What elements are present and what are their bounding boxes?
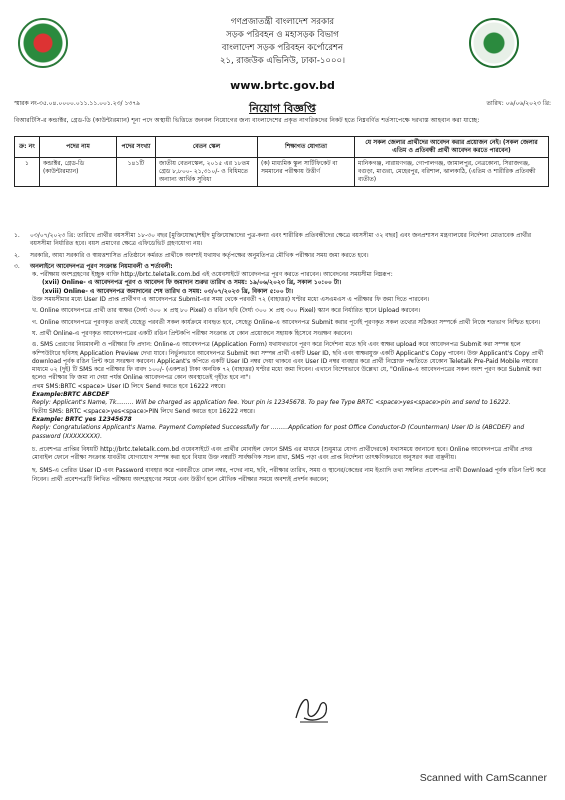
vacancy-table bbox=[14, 136, 549, 187]
col-serial: ক্র: নং bbox=[15, 137, 40, 158]
col-post-name: পদের নাম bbox=[40, 137, 117, 158]
clause-chha: ছ. SMS-এ প্রেরিত User ID এবং Password ব্যবহার করে পরবর্তীতে রোল নম্বর, পদের নাম, ছবি, পরীক্ষার তারিখ, সময় ও স্থানের/কেন্দ্রের নাম ইত্যাদি তথ্য সম্বলিত প্রবেশপত্র প্রার্থী Download পূর্বক রঙিন প্রিন্ট করে নিবেন। প্রার্থী প্রবেশপত্রটি লিখিত পরীক্ষায় অংশগ্রহণের সময়ে এবং উত্তীর্ণ হলে মৌখিক পরীক্ষার সময়ে অবশ্যই প্রদর্শন করবেন; bbox=[32, 467, 546, 483]
header-line-4: ২১, রাজউক এভিনিউ, ঢাকা-১০০০। bbox=[219, 56, 346, 66]
memo-date: তারিখ: ০৬/০৬/২০২৩ খ্রি: bbox=[486, 100, 551, 107]
sms-second-example: Example: BRTC yes 12345678 bbox=[32, 415, 132, 423]
sms-second-instruction: দ্বিতীয় SMS: BRTC <space>yes<space>PIN লিখে Send করতে হবে 16222 নম্বরে। bbox=[32, 407, 255, 415]
clause-ka-end-date: (xviii) Online- এ আবেদনপত্র জমাদানের শেষ তারিখ ও সময়: ০৩/০৭/২০২৩ খ্রি, বিকাল ৫:০০ টা। bbox=[42, 287, 293, 295]
section-2-text: সরকারি, আধা সরকারি ও স্বায়ত্তশাসিত প্রতিষ্ঠানে কর্মরত প্রার্থীকে অবশ্যই যথাযথ কর্তৃপক্ষের অনুমতিপত্র মৌখিক পরীক্ষার সময় জমা করতে হবে। bbox=[30, 251, 369, 259]
signature-mark bbox=[292, 688, 334, 728]
section-3-number: ৩. bbox=[14, 262, 20, 270]
camscanner-watermark: Scanned with CamScanner bbox=[419, 772, 547, 784]
memo-number: স্মারক নং-৩৫.০৪.০০০০.০১১.১১.০০১.২৩/ ১৩৭৯ bbox=[14, 100, 141, 107]
notice-title: নিয়োগ বিজ্ঞপ্তি bbox=[249, 102, 316, 115]
cell-post-count: ১৪১টি bbox=[117, 158, 156, 187]
cell-excluded-districts: মানিকগঞ্জ, নারায়ণগঞ্জ, গোপালগঞ্জ, জামালপুর, নেত্রকোনা, সিরাজগঞ্জ, বগুড়া, মাগুরা, মেহেরপুর, বরিশাল, ঝালকাঠি, (এতিম ও শারীরিক প্রতিবন্ধী ব্যতীত) bbox=[355, 158, 549, 187]
clause-kha: খ. Online আবেদনপত্রে প্রার্থী তার স্বাক্ষর (দৈর্ঘ্য ৩০০ × প্রস্থ ৮০ Pixel) ও রঙিন ছবি (দৈর্ঘ্য ৩০০ × প্রস্থ ৩০০ Pixel) স্ক্যান করে নির্ধারিত স্থানে Upload করবেন। bbox=[32, 307, 421, 315]
header-line-2: সড়ক পরিবহন ও মহাসড়ক বিভাগ bbox=[226, 30, 339, 40]
table-row bbox=[15, 158, 549, 187]
col-excluded-districts: যে সকল জেলার প্রার্থীদের আবেদন করার প্রয়োজন নেই। (সকল জেলার এতিম ও প্রতিবন্ধী প্রার্থী আবেদন করতে পারবেন) bbox=[355, 137, 549, 158]
col-qualification: শিক্ষাগত যোগ্যতা bbox=[258, 137, 355, 158]
section-2 bbox=[14, 252, 549, 260]
sms-first-reply: Reply: Applicant's Name, Tk......... Will be charged as application fee. Your pin is 12345678. To pay fee Type BRTC <space>yes<space>pin and send to 16222. bbox=[32, 399, 511, 407]
clause-ka-note: উক্ত সময়সীমার মধ্যে User ID প্রাপ্ত প্রার্থীগণ এ আবেদনপত্র Submit-এর সময় থেকে পরবর্তী ৭২ (বাহাত্তর) ঘণ্টার মধ্যে এসএমএস এ পরীক্ষার ফি জমা দিতে পারবেন। bbox=[32, 296, 430, 304]
clause-ga: গ. Online আবেদনপত্রে পূরণকৃত তথ্যই যেহেতু পরবর্তী সকল কার্যক্রমে ব্যবহৃত হবে, সেহেতু Online-এ আবেদনপত্র Submit করার পূর্বেই পূরণকৃত সকল তথ্যের সঠিকতা সম্পর্কে প্রার্থী নিজে শতভাগ নিশ্চিত হবেন। bbox=[32, 318, 541, 326]
section-1 bbox=[14, 232, 549, 249]
section-2-number: ২. bbox=[14, 251, 20, 259]
col-post-count: পদের সংখ্যা bbox=[117, 137, 156, 158]
clause-ka-start-date: (xvii) Online- এ আবেদনপত্র পূরণ ও আবেদন ফি জমাদান শুরুর তারিখ ও সময়: ১৯/০৬/২০২৩ খ্রি, সকাল ১০:০০ টা। bbox=[42, 279, 342, 287]
sms-first-instruction: প্রথম SMS:BRTC <space> User ID লিখে Send করতে হবে 16222 নম্বরে। bbox=[32, 382, 226, 390]
sms-first-example: Example:BRTC ABCDEF bbox=[32, 391, 110, 399]
table-header-row bbox=[15, 137, 549, 158]
website-url: www.brtc.gov.bd bbox=[230, 79, 335, 92]
notice-body bbox=[14, 232, 549, 484]
section-1-number: ১. bbox=[14, 232, 20, 239]
header-line-1: গণপ্রজাতন্ত্রী বাংলাদেশ সরকার bbox=[230, 17, 335, 27]
intro-paragraph: বিআরটিসি-র কন্ডাক্টর, গ্রেড-ডি (কাউন্টারম্যান) শূন্য পদে অস্থায়ী ভিত্তিতে জনবল নিয়োগের জন্য বাংলাদেশের প্রকৃত নাগরিকদের নিকট হতে নিম্নবর্ণিত শর্তসাপেক্ষে দরখাস্ত আহবান করা যাচ্ছে: bbox=[14, 117, 480, 124]
section-3-heading: অনলাইনে আবেদনপত্র পূরণ সংক্রান্ত নিয়মাবলী ও শর্তাবলী: bbox=[30, 262, 173, 270]
cell-post-name: কন্ডাক্টর, গ্রেড-ডি (কাউন্টারম্যান) bbox=[40, 158, 117, 187]
sms-second-reply: Reply: Congratulations Applicant's Name. Payment Completed Successfully for .........Application for post Office Conductor-D (Counterman) User ID is (ABCDEF) and password (XXXXXXXX). bbox=[32, 424, 525, 440]
col-pay-scale: বেতন স্কেল bbox=[156, 137, 258, 158]
clause-gha: ঘ. প্রার্থী Online-এ পূরণকৃত আবেদনপত্রের একটি রঙিন প্রিন্টকপি পরীক্ষা সংক্রান্ত যে কোন প্রয়োজনে সহায়ক হিসেবে সংরক্ষণ করবেন। bbox=[32, 329, 353, 337]
clause-umo: ঙ. SMS প্রেরণের নিয়মাবলী ও পরীক্ষার ফি প্রদান: Online-এ আবেদনপত্র (Application Form) যথাযথভাবে পূরণ করে নির্দেশনা মতে ছবি এবং স্বাক্ষর upload করে আবেদনপত্র Submit করা সম্পন্ন হলে কম্পিউটারে ছবিসহ Application Preview দেখা যাবে। নির্ভুলভাবে আবেদনপত্র Submit করা সম্পন্ন প্রার্থী একটি User ID, ছবি এবং স্বাক্ষরযুক্ত একটি Applicant's Copy পাবেন। উক্ত Applicant's Copy প্রার্থী download পূর্বক রঙিন প্রিন্ট করে সংরক্ষণ করবেন। Applicant's কপিতে একটি User ID নম্বর দেয়া থাকবে এবং User ID নম্বর ব্যবহার করে প্রার্থী নিম্নোক্ত পদ্ধতিতে যেকোন Teletalk Pre-Paid Mobile নম্বরের মাধ্যমে ০২ (দুই) টি SMS করে পরীক্ষার ফি বাবদ ১০০/- (একশত) টাকা অনধিক ৭২ (বাহাত্তর) ঘণ্টার মধ্যে জমা দিবেন। এখানে বিশেষভাবে উল্লেখ্য যে, "Online-এ আবেদনপত্রের সকল অংশ পূরণ করে Submit করা হলেও পরীক্ষার ফি জমা না দেয়া পর্যন্ত Online আবেদনপত্র কোন অবস্থাতেই গৃহীত হবে না"। bbox=[32, 341, 544, 382]
cell-pay-scale: জাতীয় বেতনস্কেল, ২০১৫ এর ১৮তম গ্রেড ৮,৮০০- ২১,৩১০/- ও বিধিমতে অন্যান্য আর্থিক সুবিধা bbox=[156, 158, 258, 187]
section-3 bbox=[14, 263, 549, 271]
header-line-3: বাংলাদেশ সড়ক পরিবহন কর্পোরেশন bbox=[221, 43, 344, 53]
cell-serial: ১ bbox=[15, 158, 40, 187]
section-1-text: ০৩/০৭/২০২৩ খ্রি: তারিখে প্রার্থীর বয়সসীমা ১৮-৩০ বছর [মুক্তিযোদ্ধা/শহীদ মুক্তিযোদ্ধাদের পুত্র-কন্যা এবং শারীরিক প্রতিবন্ধীদের ক্ষেত্রে বয়সসীমা ৩২ বছর] এবং জনপ্রশাসন মন্ত্রণালয়ের নির্দেশনা মোতাবেক প্রার্থীর বয়সসীমা নির্ধারিত হবে। বয়স প্রমাণের ক্ষেত্রে এফিডেভিট গ্রহণযোগ্য নয়। bbox=[30, 232, 532, 248]
clause-ka: ক. পরীক্ষায় অংশগ্রহণের ইচ্ছুক ব্যক্তি http://brtc.teletalk.com.bd এই ওয়েবসাইটে আবেদনপত্র পূরণ করতে পারবেন। আবেদনের সময়সীমা নিম্নরূপ: bbox=[32, 271, 393, 279]
clause-cha: চ. প্রবেশপত্র প্রাপ্তির বিষয়টি http://brtc.teletalk.com.bd ওয়েবসাইটে এবং প্রার্থীর মোবাইল ফোনে SMS এর মাধ্যমে (শুধুমাত্র যোগ্য প্রার্থীদেরকে) যথাসময়ে জানানো হবে। Online আবেদনপত্রে প্রার্থীর প্রদত্ত মোবাইল ফোনে পরীক্ষা সংক্রান্ত যাবতীয় যোগাযোগ সম্পন্ন করা হবে বিধায় উক্ত নম্বরটি সার্বক্ষণিক সচল রাখা, SMS পড়া এবং প্রাপ্ত নির্দেশনা তাৎক্ষণিকভাবে অনুসরণ করা বাঞ্ছনীয়। bbox=[32, 445, 533, 462]
cell-qualification: (ক) মাধ্যমিক স্কুল সার্টিফিকেট বা সমমানের পরীক্ষায় উত্তীর্ণ bbox=[258, 158, 355, 187]
